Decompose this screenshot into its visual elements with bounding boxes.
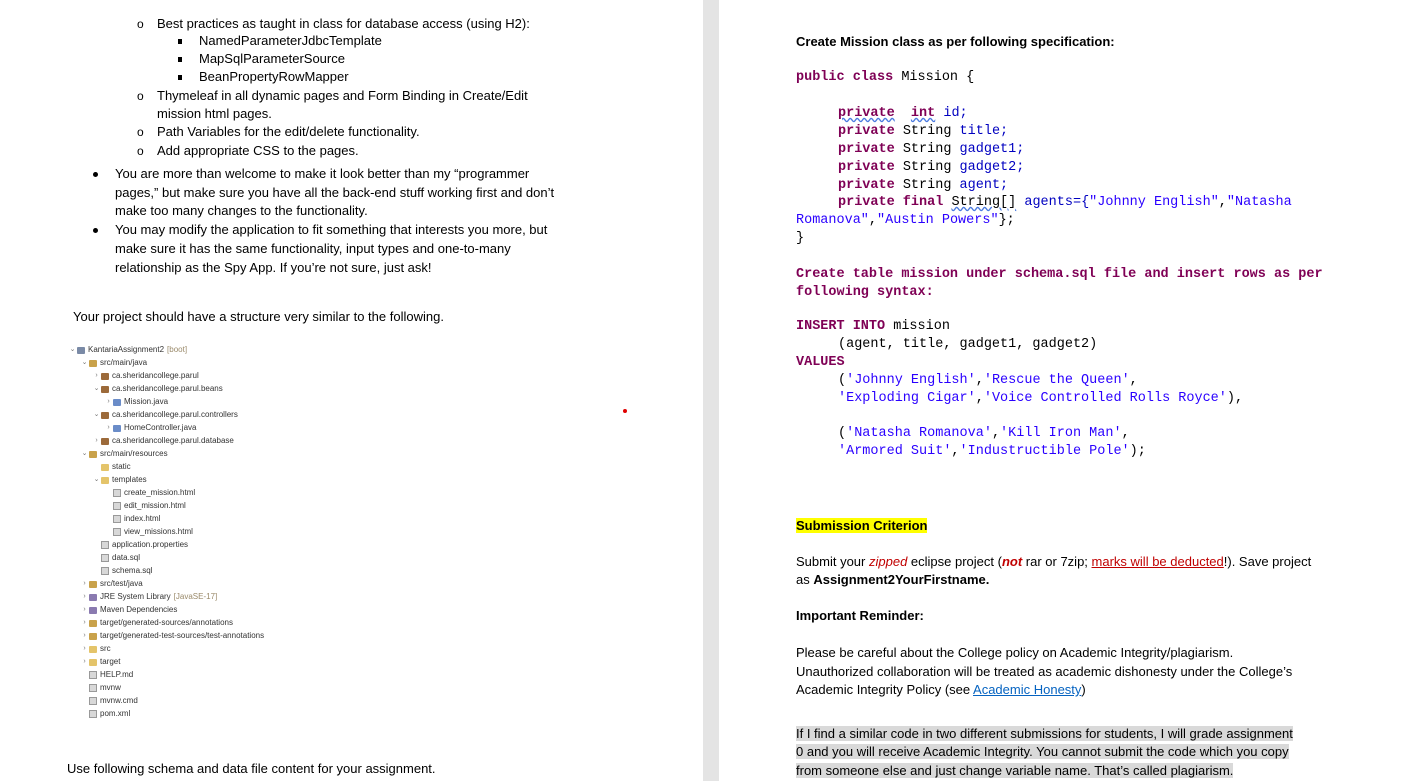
policy-line [796, 681, 1086, 699]
bullet-text: make sure it has the same functionality, input types and one-to-many [115, 241, 511, 256]
tree-item-label: ca.sheridancollege.parul.beans [112, 384, 223, 393]
tree-item-label: mvnw [100, 683, 121, 692]
folder-icon [101, 477, 109, 484]
code-keyword: private [838, 124, 895, 139]
table-heading-line: following syntax: [796, 285, 934, 300]
code-keyword: public class [796, 70, 894, 85]
document-page-right [719, 0, 1413, 781]
tree-item-label: JRE System Library [100, 592, 171, 601]
code-field-line [838, 177, 1008, 195]
sub-bullet-marker: o [137, 17, 144, 31]
tree-item[interactable] [92, 370, 199, 382]
tree-item-label: edit_mission.html [124, 501, 186, 510]
tree-item-label: ca.sheridancollege.parul.controllers [112, 410, 238, 419]
tree-item[interactable] [92, 474, 147, 486]
tree-expand-icon[interactable]: › [83, 658, 86, 665]
sql-string: 'Exploding Cigar' [838, 391, 976, 406]
tree-item-label: ca.sheridancollege.parul [112, 371, 199, 380]
sql-string: 'Armored Suit' [838, 444, 952, 459]
tree-expand-icon[interactable]: ⌄ [93, 476, 100, 483]
tree-item-suffix: [JavaSE-17] [173, 592, 218, 601]
tree-item-label: HomeController.java [124, 423, 197, 432]
file-icon [113, 489, 121, 497]
tree-item[interactable] [104, 396, 168, 408]
tree-expand-icon[interactable]: › [83, 593, 86, 600]
code-field-name: agent; [959, 178, 1009, 193]
policy-line: Unauthorized collaboration will be treated as academic dishonesty under the College’s [796, 664, 1293, 679]
code-type: String [902, 142, 952, 157]
bullet-marker [93, 228, 98, 233]
tree-item[interactable] [80, 695, 138, 707]
sub-bullet-marker: o [137, 144, 144, 158]
bullet-text: You are more than welcome to make it look better than my “programmer [115, 166, 530, 181]
sql-string: 'Industructible Pole' [959, 444, 1130, 459]
policy-text: Academic Integrity Policy (see [796, 682, 974, 697]
bullet-marker [93, 172, 98, 177]
tree-item[interactable] [80, 617, 233, 629]
pkg-icon [101, 438, 109, 445]
tree-item[interactable] [104, 526, 193, 538]
sql-table: mission [893, 319, 950, 334]
code-close-brace: } [796, 231, 805, 246]
page-gutter [703, 0, 719, 781]
class-declaration [796, 69, 974, 87]
tree-item-label: schema.sql [112, 566, 153, 575]
square-bullet-marker [178, 39, 182, 44]
bullet-text: make too many changes to the functionality. [115, 203, 368, 218]
sql-row-line: 'Exploding Cigar','Voice Controlled Rolls Royce'), [838, 391, 1244, 406]
tree-item-label: pom.xml [100, 709, 131, 718]
tree-item[interactable] [92, 435, 234, 447]
sub-bullet-text: Best practices as taught in class for database access (using H2): [157, 16, 530, 31]
tree-item[interactable] [80, 643, 111, 655]
code-type: String [902, 124, 952, 139]
tree-item-label: templates [112, 475, 147, 484]
code-field-line: private final String[] agents={"Johnny English","Natasha [838, 195, 1292, 210]
file-icon [113, 502, 121, 510]
pkg-icon [101, 412, 109, 419]
tree-item-label: src/test/java [100, 579, 143, 588]
sub-bullet-text: mission html pages. [157, 106, 272, 121]
tree-item-label: application.properties [112, 540, 189, 549]
src-icon [89, 620, 97, 627]
plagiarism-line [796, 762, 1233, 780]
sql-row-line: ('Natasha Romanova','Kill Iron Man', [838, 426, 1130, 441]
sql-string: 'Natasha Romanova' [846, 426, 992, 441]
code-keyword: private [838, 142, 895, 157]
reminder-heading: Important Reminder: [796, 608, 924, 623]
sub-bullet-text: Path Variables for the edit/delete functionality. [157, 124, 420, 139]
sql-string: 'Rescue the Queen' [983, 373, 1130, 388]
tree-item[interactable] [92, 409, 238, 421]
sql-values-keyword: VALUES [796, 355, 845, 370]
submit-not: not [1001, 554, 1023, 569]
tree-item[interactable] [80, 357, 147, 369]
square-bullet-marker [178, 57, 182, 62]
tree-item-label: KantariaAssignment2 [88, 345, 165, 354]
code-string: "Natasha [1226, 195, 1292, 210]
policy-line: Please be careful about the College policy on Academic Integrity/plagiarism. [796, 645, 1234, 660]
tree-expand-icon[interactable]: ⌄ [69, 346, 76, 353]
tree-item[interactable] [80, 448, 168, 460]
submit-zipped: zipped [868, 554, 908, 569]
file-icon [89, 710, 97, 718]
submission-heading-text: Submission Criterion [796, 518, 928, 533]
tree-item-label: index.html [124, 514, 161, 523]
tree-expand-icon[interactable]: › [83, 580, 86, 587]
src-icon [89, 451, 97, 458]
tree-item-label: target/generated-test-sources/test-annotations [100, 631, 265, 640]
tree-item[interactable] [104, 422, 196, 434]
submission-heading [796, 517, 927, 535]
plagiarism-text: 0 and you will receive Academic Integrity. You cannot submit the code which you copy [796, 744, 1289, 759]
file-icon [113, 515, 121, 523]
sub-bullet-text: Thymeleaf in all dynamic pages and Form Binding in Create/Edit [157, 88, 528, 103]
code-field-line [838, 105, 968, 123]
pkg-icon [101, 373, 109, 380]
submit-text: rar or 7zip; [1022, 554, 1092, 569]
submit-save-name: Assignment2YourFirstname. [813, 572, 990, 587]
tree-expand-icon[interactable]: ⌄ [81, 359, 88, 366]
tree-item[interactable] [80, 578, 143, 590]
tree-item[interactable] [80, 682, 121, 694]
file-icon [89, 671, 97, 679]
file-icon [89, 684, 97, 692]
tree-item-label: view_missions.html [124, 527, 193, 536]
code-field-name: gadget2; [959, 160, 1025, 175]
code-type: String[] [951, 195, 1017, 210]
structure-intro: Your project should have a structure very similar to the following. [73, 309, 444, 324]
tree-item[interactable] [80, 656, 120, 668]
code-field-name: id; [943, 106, 968, 121]
red-marker-dot [623, 409, 627, 413]
lib-icon [89, 594, 97, 601]
bullet-text: pages,” but make sure you have all the back-end stuff working first and don’t [115, 185, 555, 200]
tree-item[interactable] [92, 565, 152, 577]
code-field-line [838, 159, 1024, 177]
code-field-name: title; [959, 124, 1009, 139]
submit-text: !). Save project [1223, 554, 1312, 569]
tree-item[interactable] [68, 344, 187, 356]
tree-item[interactable] [92, 461, 131, 473]
sub-bullet-marker: o [137, 89, 144, 103]
tree-item[interactable] [104, 500, 186, 512]
tree-expand-icon[interactable]: › [83, 619, 86, 626]
src-icon [89, 581, 97, 588]
tree-item-label: create_mission.html [124, 488, 196, 497]
tree-item-label: src [100, 644, 111, 653]
code-field-line-cont: Romanova","Austin Powers"}; [796, 213, 1015, 228]
square-bullet-marker [178, 75, 182, 80]
code-field-name: agents={ [1024, 195, 1090, 210]
plagiarism-line [796, 743, 1289, 761]
java-icon [113, 425, 121, 432]
code-field-line [838, 141, 1024, 159]
table-heading-line: Create table mission under schema.sql file and insert rows as per [796, 267, 1323, 282]
tree-item-label: src/main/resources [100, 449, 168, 458]
code-keyword: private [838, 178, 895, 193]
tree-item-label: static [112, 462, 131, 471]
square-bullet-text: MapSqlParameterSource [199, 51, 345, 66]
plagiarism-line [796, 725, 1293, 743]
src-icon [89, 360, 97, 367]
tree-item[interactable] [80, 591, 217, 603]
tree-expand-icon[interactable]: › [107, 398, 110, 405]
sql-row-line: 'Armored Suit','Industructible Pole'); [838, 444, 1146, 459]
folder-icon [89, 646, 97, 653]
file-icon [101, 554, 109, 562]
sql-insert-line [796, 318, 950, 336]
submit-text: as [796, 572, 814, 587]
mission-heading: Create Mission class as per following specification: [796, 34, 1115, 49]
code-keyword: private [838, 160, 895, 175]
file-icon [113, 528, 121, 536]
plagiarism-text: from someone else and just change variable name. That’s called plagiarism. [796, 763, 1234, 778]
tree-item-label: Maven Dependencies [100, 605, 178, 614]
document-page-left [0, 0, 703, 781]
tree-expand-icon[interactable]: › [83, 645, 86, 652]
code-type: String [902, 178, 952, 193]
tree-item-label: target/generated-sources/annotations [100, 618, 233, 627]
square-bullet-text: BeanPropertyRowMapper [199, 69, 349, 84]
tree-item[interactable] [80, 669, 133, 681]
tree-item[interactable] [80, 708, 130, 720]
tree-expand-icon[interactable]: ⌄ [93, 385, 100, 392]
code-field-line [838, 123, 1008, 141]
tree-item-label: target [100, 657, 121, 666]
academic-honesty-link[interactable]: Academic Honesty [973, 682, 1082, 697]
code-keyword: private final [838, 195, 944, 210]
policy-text: ) [1081, 682, 1086, 697]
tree-expand-icon[interactable]: › [83, 606, 86, 613]
tree-item[interactable] [104, 487, 195, 499]
tree-item-label: src/main/java [100, 358, 148, 367]
code-string: "Austin Powers" [877, 213, 999, 228]
sub-bullet-text: Add appropriate CSS to the pages. [157, 143, 359, 158]
sql-string: 'Voice Controlled Rolls Royce' [983, 391, 1227, 406]
code-end: }; [998, 213, 1015, 228]
tree-item-label: data.sql [112, 553, 141, 562]
tree-item[interactable] [92, 552, 140, 564]
file-icon [89, 697, 97, 705]
submit-line-2 [796, 571, 989, 589]
plagiarism-text: If I find a similar code in two different submissions for students, I will grade assignment [796, 726, 1293, 741]
tree-item-label: mvnw.cmd [100, 696, 138, 705]
sql-columns: (agent, title, gadget1, gadget2) [838, 337, 1098, 352]
proj-icon [77, 347, 85, 354]
sql-keyword: INSERT INTO [796, 319, 886, 334]
tree-item[interactable] [92, 383, 223, 395]
tree-expand-icon[interactable]: › [83, 632, 86, 639]
tree-item-label: Mission.java [124, 397, 169, 406]
square-bullet-text: NamedParameterJdbcTemplate [199, 33, 382, 48]
code-keyword: private [838, 106, 895, 121]
tree-expand-icon[interactable]: › [95, 372, 98, 379]
tree-item[interactable] [80, 630, 264, 642]
submit-line [796, 553, 1311, 571]
bullet-text: relationship as the Spy App. If you’re not sure, just ask! [115, 260, 432, 275]
tree-expand-icon[interactable]: ⌄ [93, 411, 100, 418]
tree-expand-icon[interactable]: ⌄ [81, 450, 88, 457]
folder-icon [89, 659, 97, 666]
tree-expand-icon[interactable]: › [95, 437, 98, 444]
src-icon [89, 633, 97, 640]
lib-icon [89, 607, 97, 614]
file-icon [101, 567, 109, 575]
tree-item-suffix: [boot] [167, 345, 188, 354]
tree-expand-icon[interactable]: › [107, 424, 110, 431]
sql-string: 'Kill Iron Man' [1000, 426, 1122, 441]
submit-marks-deducted: marks will be deducted [1091, 554, 1224, 569]
java-icon [113, 399, 121, 406]
tree-item-label: HELP.md [100, 670, 134, 679]
bullet-text: You may modify the application to fit something that interests you more, but [115, 222, 548, 237]
code-class-name: Mission { [901, 70, 975, 85]
tree-item[interactable] [104, 513, 160, 525]
tree-item[interactable] [80, 604, 177, 616]
folder-icon [101, 464, 109, 471]
schema-intro: Use following schema and data file content for your assignment. [67, 761, 436, 776]
code-type: String [902, 160, 952, 175]
sql-string: 'Johnny English' [846, 373, 976, 388]
code-field-name: gadget1; [959, 142, 1025, 157]
tree-item-label: ca.sheridancollege.parul.database [112, 436, 234, 445]
file-icon [101, 541, 109, 549]
submit-text: eclipse project ( [907, 554, 1002, 569]
code-string: Romanova" [796, 213, 869, 228]
sub-bullet-marker: o [137, 125, 144, 139]
code-type: int [910, 106, 936, 121]
tree-item[interactable] [92, 539, 188, 551]
submit-text: Submit your [796, 554, 869, 569]
sql-row-line: ('Johnny English','Rescue the Queen', [838, 373, 1138, 388]
pkg-icon [101, 386, 109, 393]
code-string: "Johnny English" [1089, 195, 1219, 210]
